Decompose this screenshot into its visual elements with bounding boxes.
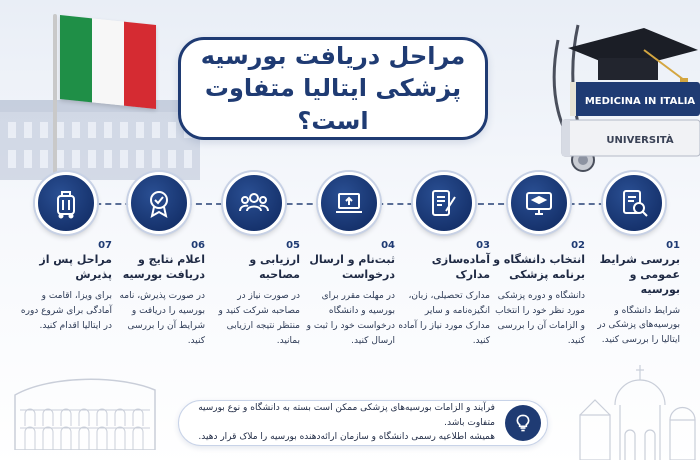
note-text xyxy=(191,401,505,444)
step-03 xyxy=(398,170,490,348)
step-title: ثبت‌نام و ارسال درخواست xyxy=(309,253,395,281)
search-document-icon xyxy=(618,187,650,219)
medical-books-illustration xyxy=(548,20,700,180)
note-line-2: همیشه اطلاعیه رسمی دانشگاه و سازمان ارائه‌دهنده بورسیه را ملاک قرار دهید. xyxy=(198,432,495,443)
luggage-icon xyxy=(50,187,82,219)
step-description: شرایط دانشگاه و بورسیه‌های پزشکی در ایتالیا را بررسی کنید. xyxy=(597,305,680,346)
step-number: 07 xyxy=(98,240,112,251)
step-02 xyxy=(493,170,585,348)
step-description: در صورت نیاز در مصاحبه شرکت کنید و منتظر نتیجه ارزیابی بمانید. xyxy=(218,291,300,346)
document-pen-icon xyxy=(428,187,460,219)
step-07 xyxy=(20,170,112,334)
step-description: در صورت پذیرش، نامه بورسیه را دریافت و شرایط آن را بررسی کنید. xyxy=(119,291,205,346)
step-number: 03 xyxy=(476,240,490,251)
step-description: مدارک تحصیلی، زبان، انگیزه‌نامه و سایر مدارک مورد نیاز را آماده کنید. xyxy=(398,291,490,346)
step-title: مراحل پس از پذیرش xyxy=(39,253,112,281)
cathedral-illustration xyxy=(570,345,700,460)
step-description: دانشگاه و دوره پزشکی مورد نظر خود را انتخاب و الزامات آن را بررسی کنید. xyxy=(495,291,585,346)
note-line-1: فرآیند و الزامات بورسیه‌های پزشکی ممکن است بسته به دانشگاه و نوع بورسیه متفاوت باشد. xyxy=(198,403,495,428)
step-title: اعلام نتایج و دریافت بورسیه xyxy=(122,253,205,281)
step-number: 01 xyxy=(666,240,680,251)
step-icon-circle xyxy=(128,172,190,234)
step-title: آماده‌سازی مدارک xyxy=(431,253,490,281)
disclaimer-note xyxy=(178,400,548,446)
step-title: بررسی شرایط عمومی و بورسیه xyxy=(599,253,680,296)
step-06 xyxy=(113,170,205,348)
step-number: 06 xyxy=(191,240,205,251)
page-title xyxy=(178,37,488,140)
book-top-label: MEDICINA IN ITALIA xyxy=(584,96,696,107)
laptop-upload-icon xyxy=(333,187,365,219)
step-icon-circle xyxy=(223,172,285,234)
step-title: انتخاب دانشگاه و برنامه پزشکی xyxy=(493,253,585,281)
group-people-icon xyxy=(238,187,270,219)
step-icon-circle xyxy=(318,172,380,234)
monitor-graduation-icon xyxy=(523,187,555,219)
step-icon-circle xyxy=(413,172,475,234)
step-icon-circle xyxy=(508,172,570,234)
title-line-2: پزشکی ایتالیا متفاوت است؟ xyxy=(204,74,462,135)
award-badge-icon xyxy=(143,187,175,219)
italian-flag-icon xyxy=(60,15,156,109)
step-description: در مهلت مقرر برای بورسیه و دانشگاه درخواست خود را ثبت و ارسال کنید. xyxy=(306,291,395,346)
flag-pole xyxy=(53,14,57,179)
step-description: برای ویزا، اقامت و آمادگی برای شروع دوره در ایتالیا اقدام کنید. xyxy=(20,291,112,331)
step-04 xyxy=(303,170,395,348)
note-icon-circle xyxy=(505,405,541,441)
step-number: 02 xyxy=(571,240,585,251)
step-number: 05 xyxy=(286,240,300,251)
lightbulb-icon xyxy=(513,413,533,433)
step-05 xyxy=(208,170,300,348)
colosseum-illustration xyxy=(10,360,160,450)
step-01 xyxy=(588,170,680,348)
title-line-1: مراحل دریافت بورسیه xyxy=(200,41,466,70)
book-bottom-label: UNIVERSITÀ xyxy=(606,135,674,146)
step-icon-circle xyxy=(603,172,665,234)
step-title: ارزیابی و مصاحبه xyxy=(249,253,300,281)
step-icon-circle xyxy=(35,172,97,234)
step-number: 04 xyxy=(381,240,395,251)
